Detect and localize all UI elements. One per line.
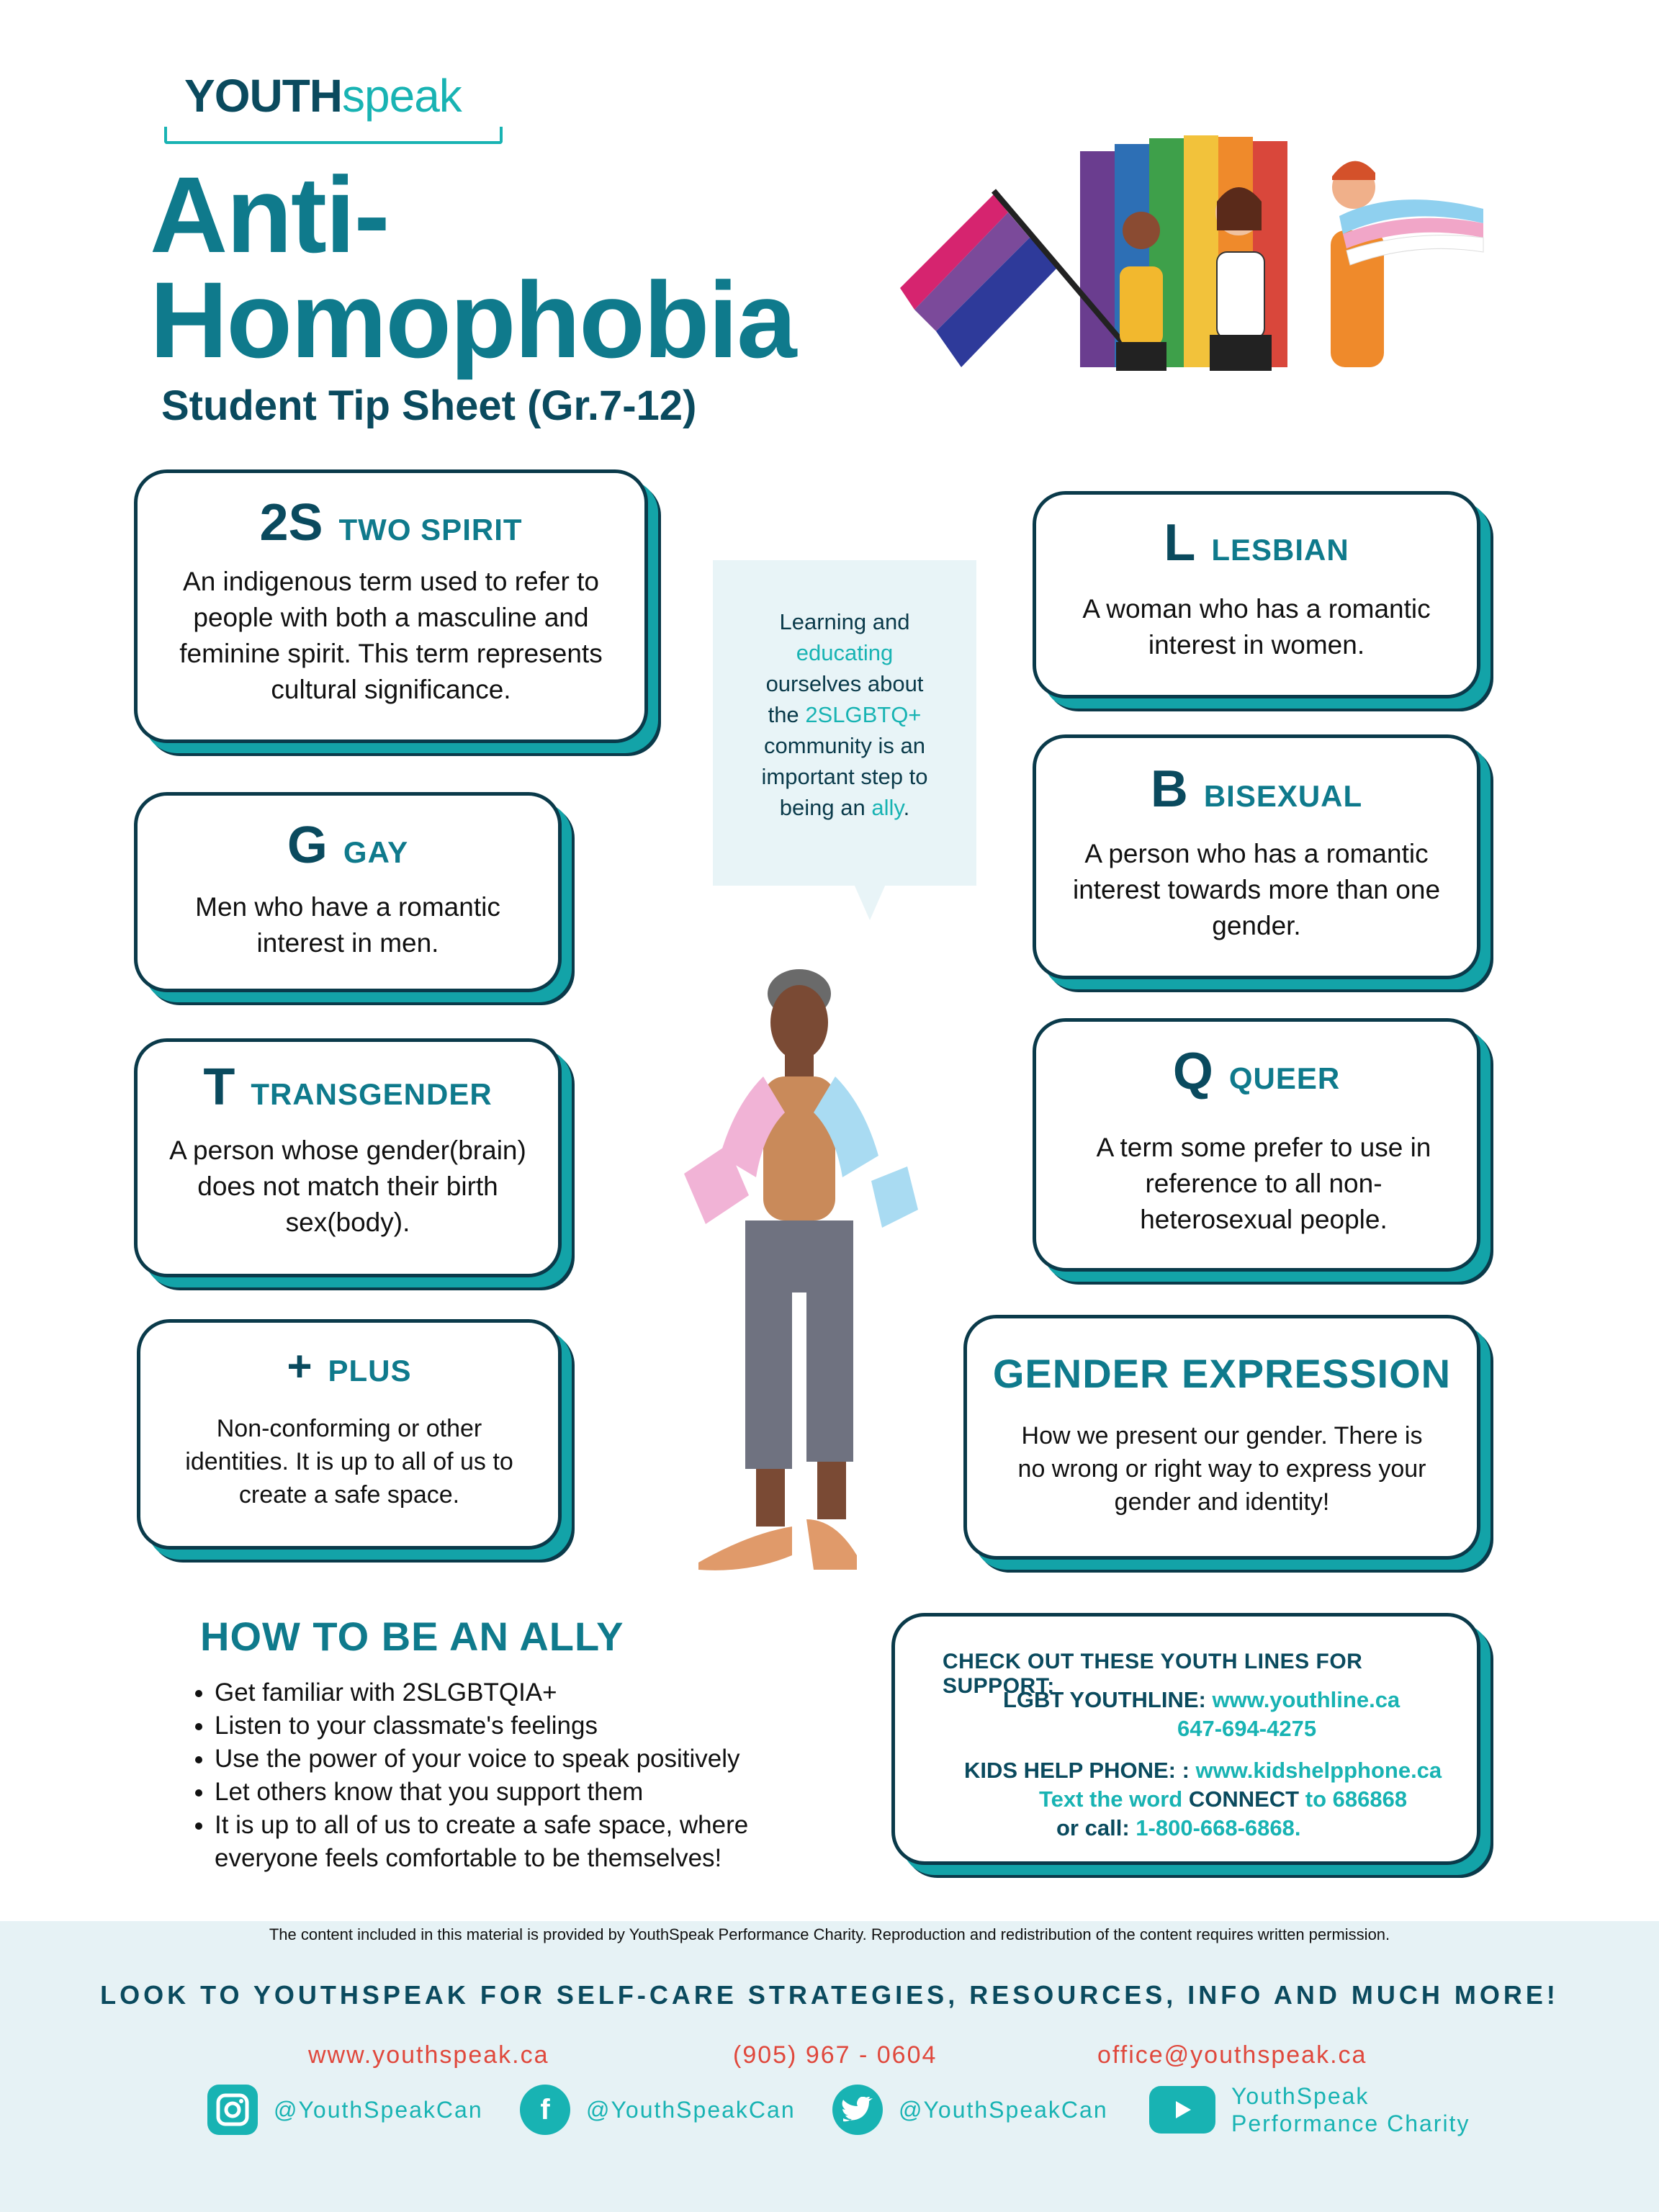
card-name: GAY	[343, 835, 409, 869]
person-left	[1116, 212, 1166, 371]
card-transgender	[134, 1038, 562, 1277]
card-description: A term some prefer to use in reference to all non-heterosexual people.	[1096, 1133, 1431, 1234]
twitter-handle: @YouthSpeakCan	[899, 2097, 1108, 2123]
page-subtitle: Student Tip Sheet (Gr.7-12)	[161, 382, 697, 429]
card-description: How we present our gender. There is no wrong or right way to express your gender and identity!	[1017, 1422, 1426, 1516]
ally-callout	[713, 560, 976, 886]
youtube-link[interactable]	[1149, 2081, 1470, 2139]
card-description: A person whose gender(brain) does not match their birth sex(body).	[169, 1136, 526, 1237]
lgbt-label: LGBT YOUTHLINE:	[1003, 1687, 1206, 1712]
card-name: QUEER	[1228, 1061, 1341, 1095]
youtube-line-1: YouthSpeak	[1231, 2083, 1370, 2109]
call-number[interactable]: 1-800-668-6868.	[1136, 1815, 1301, 1840]
twitter-link[interactable]	[832, 2081, 1108, 2139]
card-name: PLUS	[328, 1354, 412, 1388]
disclaimer: The content included in this material is provided by YouthSpeak Performance Charity. Reproduction and redistribution of the content requires written permission.	[269, 1925, 1390, 1943]
card-two-spirit	[134, 469, 648, 743]
instagram-link[interactable]	[207, 2081, 483, 2139]
callout-highlight: ally	[871, 795, 904, 820]
list-item: • Let others know that you support them	[215, 1776, 848, 1809]
logo-part-youth: YOUTH	[184, 70, 342, 122]
standing-person-illustration	[677, 965, 922, 1591]
youtube-channel-name	[1231, 2082, 1470, 2137]
callout-highlight: 2SLGBTQ+	[805, 702, 922, 727]
person-right	[1331, 161, 1384, 367]
card-name: LESBIAN	[1211, 533, 1349, 567]
card-description: Non-conforming or other identities. It is up to all of us to create a safe space.	[185, 1415, 513, 1509]
card-lesbian	[1033, 491, 1480, 698]
lgbt-phone[interactable]: 647-694-4275	[1177, 1716, 1317, 1741]
callout-line: community is an	[764, 733, 925, 758]
card-letter: +	[287, 1342, 313, 1390]
card-description: An indigenous term used to refer to people with both a masculine and feminine spirit. This term represents cultural significance.	[179, 567, 603, 704]
kids-help-line	[964, 1758, 1442, 1784]
card-description: A woman who has a romantic interest in women.	[1082, 594, 1431, 660]
youtube-icon	[1149, 2086, 1215, 2134]
card-description: Men who have a romantic interest in men.	[195, 892, 500, 958]
facebook-link[interactable]	[520, 2081, 796, 2139]
facebook-handle: @YouthSpeakCan	[586, 2097, 796, 2123]
card-description: A person who has a romantic interest towards more than one gender.	[1072, 839, 1441, 940]
card-letter: T	[203, 1058, 235, 1116]
card-letter: G	[287, 817, 328, 874]
lgbt-youthline-link[interactable]: www.youthline.ca	[1212, 1687, 1401, 1712]
instagram-handle: @YouthSpeakCan	[274, 2097, 483, 2123]
card-letter: L	[1164, 514, 1196, 572]
card-name: TRANSGENDER	[251, 1077, 493, 1111]
list-item: • Listen to your classmate's feelings	[215, 1709, 848, 1743]
logo-part-speak: speak	[342, 70, 462, 122]
logo-speech-bubble	[164, 127, 503, 144]
ally-tips-list	[186, 1676, 848, 1875]
callout-line: being an ally.	[779, 795, 910, 820]
phone-number[interactable]: (905) 967 - 0604	[733, 2041, 938, 2069]
callout-tail	[854, 884, 886, 920]
card-gay	[134, 792, 562, 992]
callout-highlight: educating	[796, 640, 894, 665]
ally-section-title: HOW TO BE AN ALLY	[200, 1614, 624, 1659]
title-line-2: Homophobia	[150, 259, 796, 380]
card-bisexual	[1033, 734, 1480, 979]
card-plus	[137, 1319, 562, 1550]
list-item: • It is up to all of us to create a safe space, where everyone feels comfortable to be themselves!	[215, 1809, 848, 1875]
email-link[interactable]: office@youthspeak.ca	[1097, 2041, 1367, 2069]
page-title	[150, 154, 796, 380]
instagram-icon	[207, 2085, 258, 2135]
call-line: or call: 1-800-668-6868.	[1056, 1815, 1301, 1840]
list-item: • Get familiar with 2SLGBTQIA+	[215, 1676, 848, 1709]
text-connect-line: Text the word CONNECT to 686868	[1039, 1786, 1408, 1812]
callout-line: important step to	[761, 764, 928, 789]
callout-line: Learning and	[779, 609, 910, 634]
youtube-line-2: Performance Charity	[1231, 2110, 1470, 2136]
footer-headline: LOOK TO YOUTHSPEAK FOR SELF-CARE STRATEGIES, RESOURCES, INFO AND MUCH MORE!	[100, 1980, 1559, 2010]
kids-label: KIDS HELP PHONE: :	[964, 1758, 1190, 1783]
support-title: CHECK OUT THESE YOUTH LINES FOR SUPPORT:	[943, 1650, 1363, 1698]
card-gender-expression	[963, 1315, 1480, 1560]
card-name: GENDER EXPRESSION	[992, 1351, 1452, 1396]
card-name: BISEXUAL	[1203, 779, 1363, 813]
card-queer	[1033, 1018, 1480, 1272]
facebook-icon: f	[520, 2085, 570, 2135]
lgbt-youthline-line	[1003, 1687, 1400, 1713]
kids-help-link[interactable]: www.kidshelpphone.ca	[1195, 1758, 1442, 1783]
card-letter: 2S	[259, 494, 323, 552]
pride-group-illustration	[900, 122, 1519, 374]
list-item: • Use the power of your voice to speak positively	[215, 1743, 848, 1776]
trans-flag	[1339, 199, 1483, 265]
website-link[interactable]: www.youthspeak.ca	[308, 2041, 549, 2069]
callout-line: the 2SLGBTQ+	[768, 702, 922, 727]
callout-line: ourselves about	[765, 671, 924, 696]
card-name: TWO SPIRIT	[338, 513, 523, 547]
card-letter: Q	[1172, 1043, 1213, 1100]
title-line-1: Anti-	[150, 154, 389, 275]
twitter-icon	[832, 2085, 883, 2135]
support-card	[891, 1613, 1480, 1865]
youthspeak-logo	[164, 69, 503, 148]
connect-word: CONNECT	[1188, 1786, 1300, 1812]
card-letter: B	[1150, 760, 1188, 818]
